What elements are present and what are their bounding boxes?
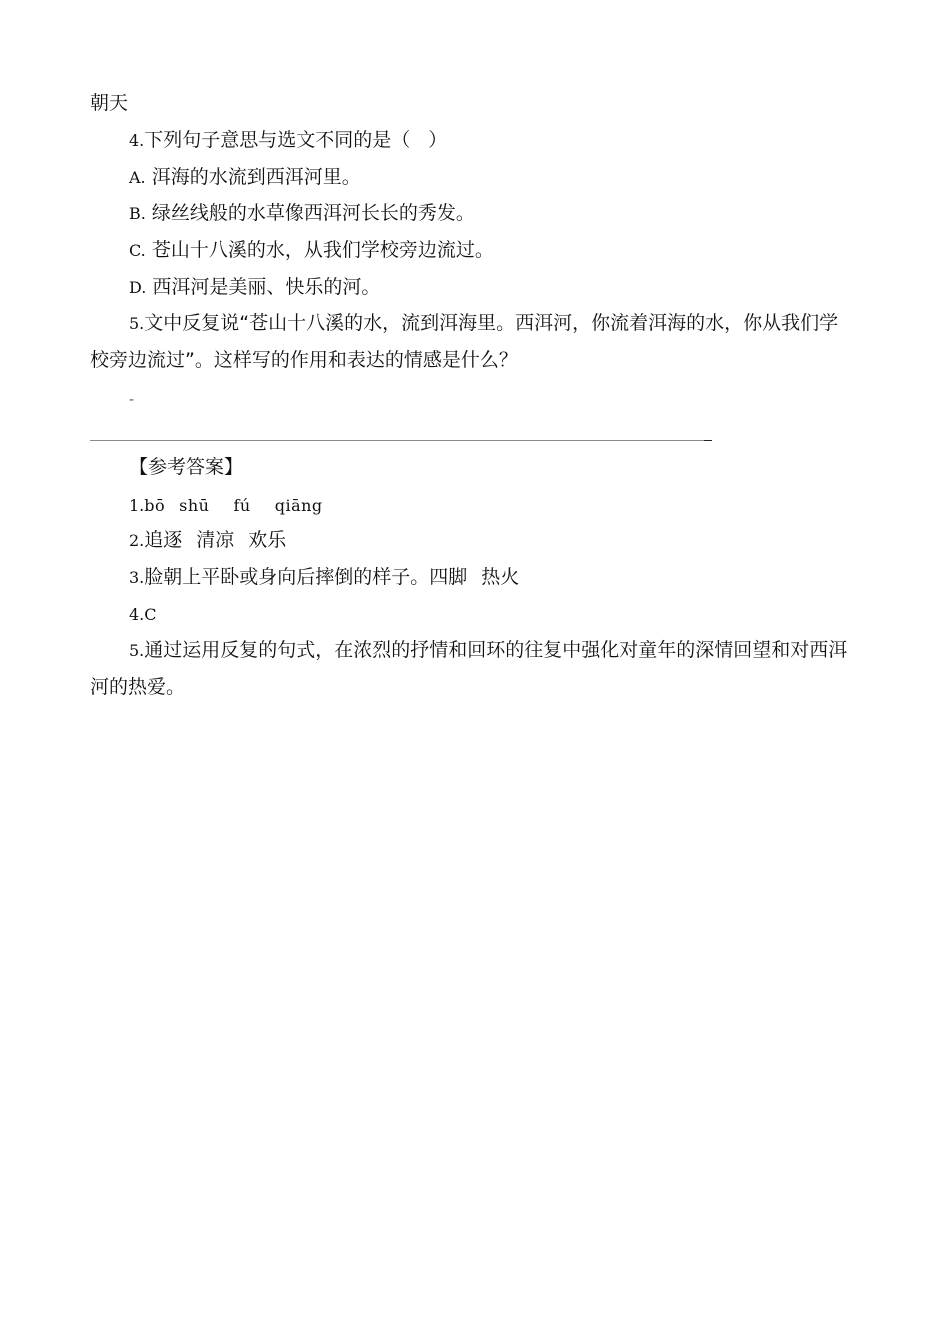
answer-text: 脸朝上平卧或身向后摔倒的样子。四脚 — [144, 566, 468, 588]
answer-blank-line — [90, 440, 706, 441]
option-letter: C. — [129, 241, 146, 260]
answer-text-continued: 河的热爱。 — [90, 676, 186, 698]
pinyin-item: fú — [233, 496, 251, 515]
question-5-line1 — [129, 310, 838, 337]
answer-word: 清凉 — [196, 529, 235, 551]
answer-number: 4. — [129, 605, 145, 624]
answer-5-line2 — [90, 674, 185, 700]
option-letter: B. — [129, 204, 146, 223]
answer-number: 2. — [129, 531, 145, 550]
answers-heading-text: 【参考答案】 — [129, 456, 244, 478]
answer-3 — [129, 564, 519, 591]
option-a — [129, 164, 361, 191]
option-text: 绿丝线般的水草像西洱河长长的秀发。 — [151, 202, 475, 224]
answer-2 — [129, 527, 286, 554]
question-5-line2 — [90, 347, 518, 373]
option-text: 西洱河是美丽、快乐的河。 — [152, 276, 381, 298]
pinyin-item: qiāng — [274, 496, 323, 515]
answer-word: 欢乐 — [248, 529, 287, 551]
answer-4 — [129, 601, 157, 628]
fragment-text: 朝天 — [90, 92, 129, 114]
question-paren-close: ） — [428, 129, 448, 151]
answer-number: 5. — [129, 641, 145, 660]
question-number: 5. — [129, 314, 145, 333]
answer-number: 1. — [129, 496, 145, 515]
question-4 — [129, 127, 447, 154]
answer-number: 3. — [129, 568, 145, 587]
option-d — [129, 274, 380, 301]
option-b — [129, 200, 475, 227]
option-text: 洱海的水流到西洱河里。 — [151, 166, 361, 188]
answer-text: 通过运用反复的句式，在浓烈的抒情和回环的往复中强化对童年的深情回望和对西洱 — [144, 639, 848, 661]
question-text: 文中反复说“苍山十八溪的水，流到洱海里。西洱河，你流着洱海的水，你从我们学 — [144, 312, 839, 334]
pinyin-item: shū — [179, 496, 210, 515]
answers-heading — [129, 454, 243, 480]
option-letter: A. — [129, 168, 146, 187]
answer-1 — [129, 492, 323, 519]
text-fragment — [90, 90, 128, 116]
question-number: 4. — [129, 131, 145, 150]
answer-word: 热火 — [481, 566, 520, 588]
question-text-continued: 校旁边流过”。这样写的作用和表达的情感是什么？ — [90, 349, 518, 371]
answer-word: 追逐 — [144, 529, 183, 551]
answer-choice: C — [144, 605, 157, 624]
question-text: 下列句子意思与选文不同的是（ — [144, 129, 411, 151]
answer-dash-mark: - — [129, 392, 135, 408]
pinyin-item: bō — [144, 496, 166, 515]
option-text: 苍山十八溪的水，从我们学校旁边流过。 — [151, 239, 494, 261]
option-letter: D. — [129, 278, 147, 297]
answer-5-line1 — [129, 637, 847, 664]
answer-blank-line-end — [704, 440, 712, 441]
option-c — [129, 237, 494, 264]
